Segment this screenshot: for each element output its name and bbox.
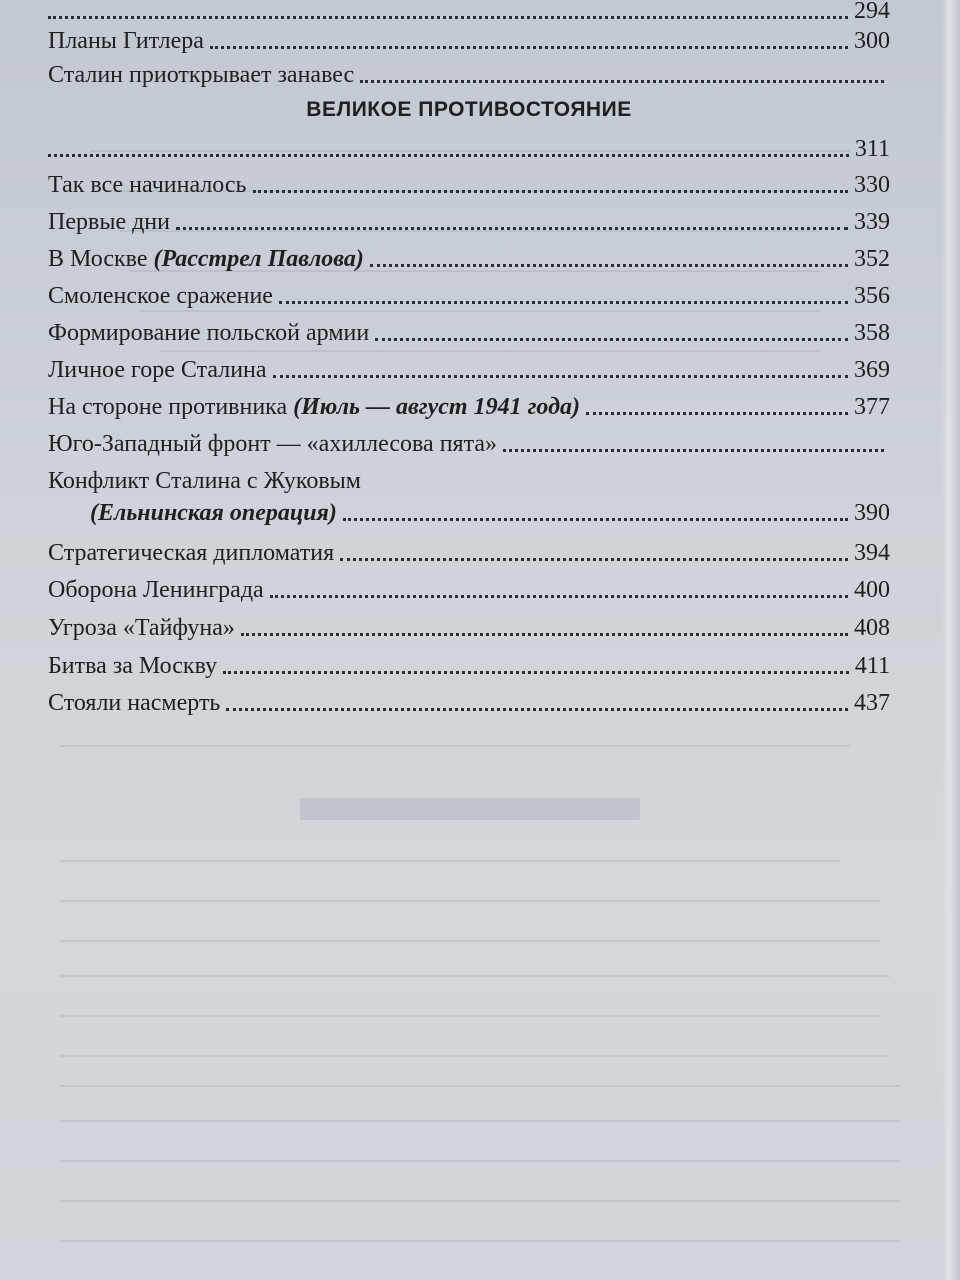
toc-entry (48, 609, 890, 643)
toc-entry (48, 277, 890, 311)
toc-entry-title: Стратегическая дипломатия (48, 540, 335, 566)
toc-page-number: 437 (854, 690, 890, 716)
section-heading: ВЕЛИКОЕ ПРОТИВОСТОЯНИЕ (306, 98, 632, 121)
toc-entry-section-page (48, 130, 890, 164)
toc-entry-subtitle: (Расстрел Павлова) (153, 246, 364, 272)
toc-page-number: 294 (854, 0, 890, 24)
toc-page-number: 394 (854, 540, 890, 566)
toc-page-number: 377 (854, 394, 890, 420)
toc-entry-title: Угроза «Тайфуна» (48, 615, 235, 641)
toc-entry-title: Битва за Москву (48, 653, 218, 679)
toc-entry-title: Первые дни (48, 209, 170, 235)
dot-leader (586, 411, 848, 415)
toc-entry (48, 240, 890, 274)
toc-entry-subtitle: (Июль — август 1941 года) (293, 394, 581, 420)
dot-leader (375, 337, 848, 341)
toc-entry (48, 166, 890, 200)
toc-page-number: 411 (854, 653, 890, 679)
toc-entry (90, 494, 890, 528)
dot-leader (360, 79, 884, 83)
dot-leader (253, 189, 849, 193)
toc-entry (48, 22, 890, 56)
toc-entry-title: Сталин приоткрывает занавес (48, 62, 355, 88)
toc-entry (48, 388, 890, 422)
dot-leader (241, 632, 848, 636)
toc-entry-title: Так все начиналось (48, 172, 247, 198)
dot-leader (273, 374, 848, 378)
toc-entry-subtitle: (Ельнинская операция) (90, 500, 337, 526)
toc-entry (48, 425, 890, 459)
toc-page-number: 330 (854, 172, 890, 198)
dot-leader (343, 517, 848, 521)
dot-leader (176, 226, 848, 230)
toc-page-number: 311 (854, 136, 890, 162)
dot-leader (48, 153, 849, 157)
dot-leader (48, 15, 848, 19)
page-edge (942, 0, 960, 1280)
toc-page-number: 408 (854, 615, 890, 641)
toc-page-number: 352 (854, 246, 890, 272)
toc-page-number: 339 (854, 209, 890, 235)
toc-page-number: 356 (854, 283, 890, 309)
dot-leader (223, 670, 849, 674)
toc-entry (48, 351, 890, 385)
toc-entry (48, 56, 890, 90)
dot-leader (226, 707, 848, 711)
toc-entry (48, 647, 890, 681)
dot-leader (279, 300, 848, 304)
toc-page-number: 358 (854, 320, 890, 346)
toc-page-number: 369 (854, 357, 890, 383)
toc-entry (48, 684, 890, 718)
dot-leader (370, 263, 848, 267)
toc-entry (48, 314, 890, 348)
toc-page-number: 300 (854, 28, 890, 54)
toc-entry (48, 534, 890, 568)
dot-leader (503, 448, 884, 452)
toc-entry-title: Смоленское сражение (48, 283, 273, 309)
dot-leader (340, 557, 848, 561)
toc-entry-title: Планы Гитлера (48, 28, 204, 54)
toc-page-number: 390 (854, 500, 890, 526)
toc-page-number: 400 (854, 577, 890, 603)
toc-entry-title: На стороне противника (Июль — август 1941 года) (48, 394, 581, 420)
toc-entry-title: Оборона Ленинграда (48, 577, 264, 603)
dot-leader (210, 45, 848, 49)
toc-entry (48, 571, 890, 605)
toc-entry-title: Формирование польской армии (48, 320, 370, 346)
toc-entry-title: Стояли насмерть (48, 690, 221, 716)
toc-entry-title: Личное горе Сталина (48, 357, 267, 383)
toc-entry-title: В Москве (Расстрел Павлова) (48, 246, 364, 272)
dot-leader (270, 594, 848, 598)
toc-entry-title: Конфликт Сталина с Жуковым (48, 468, 361, 494)
toc-entry (48, 203, 890, 237)
toc-entry-title: Юго-Западный фронт — «ахиллесова пята» (48, 431, 498, 457)
